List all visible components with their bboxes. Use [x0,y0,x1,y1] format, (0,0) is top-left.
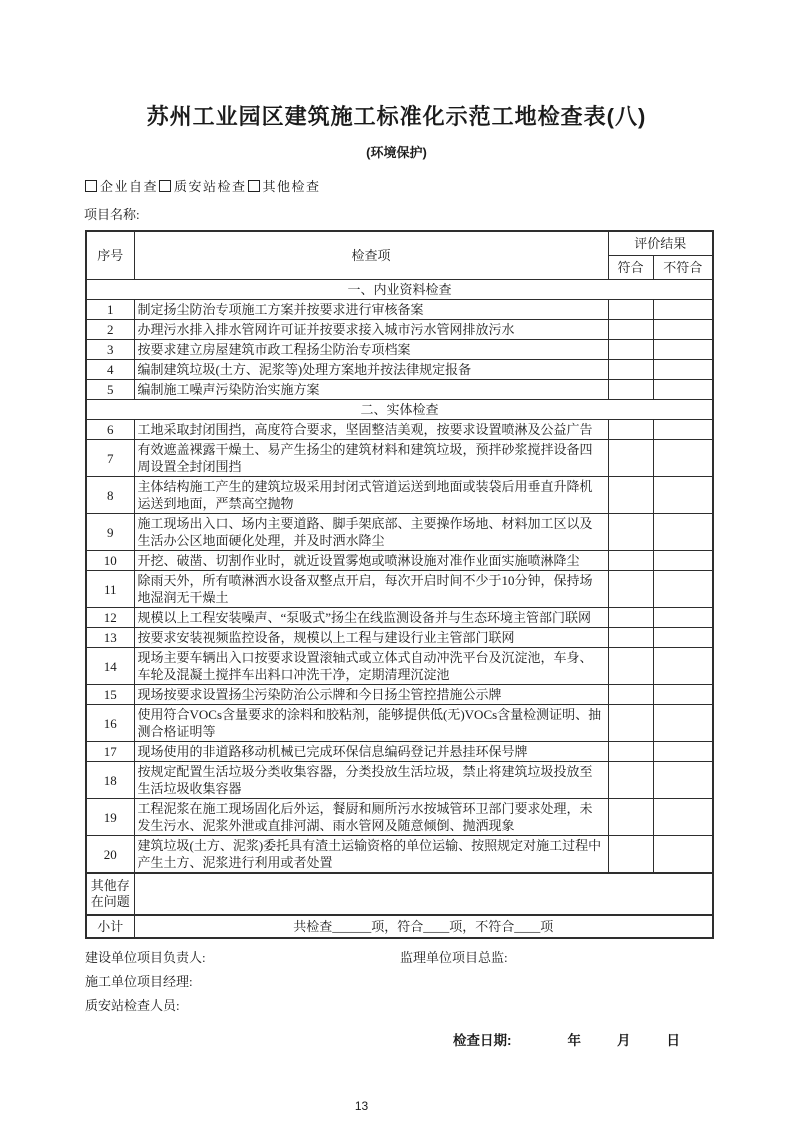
signature-line-2 [85,971,712,989]
other-issues-label: 其他存在问题 [86,873,134,915]
row-number: 7 [86,440,134,477]
pass-cell[interactable] [608,648,653,685]
inspection-table-body [86,280,713,939]
check-item-text: 现场按要求设置扬尘污染防治公示牌和今日扬尘管控措施公示牌 [134,685,608,705]
pass-cell[interactable] [608,608,653,628]
section-header-row [86,280,713,300]
year-label: 年 [567,1033,581,1048]
check-item-text: 编制施工噪声污染防治实施方案 [134,380,608,400]
fail-cell[interactable] [653,551,713,571]
check-item-text: 按规定配置生活垃圾分类收集容器，分类投放生活垃圾，禁止将建筑垃圾投放至生活垃圾收集容器 [134,762,608,799]
header-seq: 序号 [86,231,134,280]
fail-cell[interactable] [653,340,713,360]
section-header-label: 二、实体检查 [86,400,713,420]
check-type-options [85,176,793,195]
check-item-text: 开挖、破凿、切割作业时，就近设置雾炮或喷淋设施对准作业面实施喷淋降尘 [134,551,608,571]
check-option-other [248,179,321,194]
fail-cell[interactable] [653,440,713,477]
check-item-text: 现场主要车辆出入口按要求设置滚轴式或立体式自动冲洗平台及沉淀池，车身、车轮及混凝土搅拌车出料口冲洗干净，定期清理沉淀池 [134,648,608,685]
other-issues-field[interactable] [134,873,713,915]
table-header-row-1 [86,231,713,256]
table-row [86,320,713,340]
pass-cell[interactable] [608,420,653,440]
row-number: 11 [86,571,134,608]
check-option-label: 质安站检查 [174,179,247,194]
pass-cell[interactable] [608,836,653,874]
fail-cell[interactable] [653,300,713,320]
header-fail: 不符合 [653,256,713,280]
pass-cell[interactable] [608,320,653,340]
section-header-row [86,400,713,420]
page-subtitle: (环境保护) [366,145,427,160]
section-header-label: 一、内业资料检查 [86,280,713,300]
row-number: 4 [86,360,134,380]
pass-cell[interactable] [608,762,653,799]
table-row [86,300,713,320]
table-row [86,705,713,742]
row-number: 14 [86,648,134,685]
pass-cell[interactable] [608,477,653,514]
row-number: 17 [86,742,134,762]
fail-cell[interactable] [653,628,713,648]
table-row [86,628,713,648]
fail-cell[interactable] [653,608,713,628]
check-item-text: 有效遮盖裸露干燥土、易产生扬尘的建筑材料和建筑垃圾，预拌砂浆搅拌设备四周设置全封闭围挡 [134,440,608,477]
checkbox-icon[interactable] [248,180,260,192]
check-item-text: 规模以上工程安装噪声、“泵吸式”扬尘在线监测设备并与生态环境主管部门联网 [134,608,608,628]
fail-cell[interactable] [653,705,713,742]
row-number: 20 [86,836,134,874]
table-row [86,551,713,571]
row-number: 18 [86,762,134,799]
inspection-table [85,230,714,939]
signature-footer [85,947,712,1049]
row-number: 19 [86,799,134,836]
pass-cell[interactable] [608,742,653,762]
fail-cell[interactable] [653,762,713,799]
row-number: 15 [86,685,134,705]
table-row [86,340,713,360]
fail-cell[interactable] [653,836,713,874]
row-number: 10 [86,551,134,571]
pass-cell[interactable] [608,514,653,551]
fail-cell[interactable] [653,514,713,551]
table-row [86,380,713,400]
row-number: 12 [86,608,134,628]
pass-cell[interactable] [608,628,653,648]
table-row [86,571,713,608]
fail-cell[interactable] [653,477,713,514]
builder-signature-label: 建设单位项目负责人: [85,950,206,965]
pass-cell[interactable] [608,551,653,571]
pass-cell[interactable] [608,440,653,477]
subtotal-label: 小计 [86,915,134,938]
fail-cell[interactable] [653,571,713,608]
check-item-text: 工程泥浆在施工现场固化后外运，餐厨和厕所污水按城管环卫部门要求处理，未发生污水、泥浆外泄或直排河湖、雨水管网及随意倾倒、抛洒现象 [134,799,608,836]
header-result: 评价结果 [608,231,713,256]
month-label: 月 [617,1033,631,1048]
check-item-text: 工地采取封闭围挡，高度符合要求，坚固整洁美观，按要求设置喷淋及公益广告 [134,420,608,440]
fail-cell[interactable] [653,420,713,440]
page-number: 13 [354,1099,369,1113]
check-item-text: 施工现场出入口、场内主要道路、脚手架底部、主要操作场地、材料加工区以及生活办公区地面硬化处理，并及时洒水降尘 [134,514,608,551]
table-row [86,836,713,874]
day-label: 日 [666,1033,680,1048]
check-item-text: 办理污水排入排水管网许可证并按要求接入城市污水管网排放污水 [134,320,608,340]
header-pass: 符合 [608,256,653,280]
inspection-date-line [85,1029,712,1049]
inspector-signature-label: 质安站检查人员: [85,998,180,1013]
row-number: 2 [86,320,134,340]
fail-cell[interactable] [653,799,713,836]
table-row [86,762,713,799]
row-number: 1 [86,300,134,320]
pass-cell[interactable] [608,685,653,705]
table-row [86,360,713,380]
header-item: 检查项 [134,231,608,280]
table-row [86,420,713,440]
other-issues-row [86,873,713,915]
check-option-enterprise [85,179,158,194]
date-label: 检查日期: [453,1033,512,1048]
check-item-text: 使用符合VOCs含量要求的涂料和胶粘剂，能够提供低(无)VOCs含量检测证明、抽测合格证明等 [134,705,608,742]
check-item-text: 除雨天外，所有喷淋洒水设备双整点开启，每次开启时间不少于10分钟，保持场地湿润无干燥土 [134,571,608,608]
pass-cell[interactable] [608,705,653,742]
subtotal-summary-text: 共检查______项，符合____项，不符合____项 [134,915,713,938]
check-item-text: 现场使用的非道路移动机械已完成环保信息编码登记并悬挂环保号牌 [134,742,608,762]
check-option-label: 企业自查 [100,179,159,194]
fail-cell[interactable] [653,380,713,400]
fail-cell[interactable] [653,648,713,685]
supervisor-signature-label: 监理单位项目总监: [400,950,508,965]
check-item-text: 按要求安装视频监控设备，规模以上工程与建设行业主管部门联网 [134,628,608,648]
fail-cell[interactable] [653,320,713,340]
check-item-text: 建筑垃圾(土方、泥浆)委托具有渣土运输资格的单位运输、按照规定对施工过程中产生土方、泥浆进行利用或者处置 [134,836,608,874]
page-title: 苏州工业园区建筑施工标准化示范工地检查表(八) [146,104,647,129]
contractor-signature-label: 施工单位项目经理: [85,974,193,989]
row-number: 16 [86,705,134,742]
table-row [86,477,713,514]
table-row [86,514,713,551]
checkbox-icon[interactable] [85,180,97,192]
row-number: 6 [86,420,134,440]
fail-cell[interactable] [653,685,713,705]
signature-line-1 [85,947,712,965]
pass-cell[interactable] [608,799,653,836]
fail-cell[interactable] [653,360,713,380]
subtotal-row [86,915,713,938]
signature-line-3 [85,995,712,1013]
pass-cell[interactable] [608,380,653,400]
pass-cell[interactable] [608,300,653,320]
table-row [86,685,713,705]
check-option-label: 其他检查 [262,179,321,194]
table-row [86,440,713,477]
row-number: 13 [86,628,134,648]
pass-cell[interactable] [608,360,653,380]
check-item-text: 主体结构施工产生的建筑垃圾采用封闭式管道运送到地面或装袋后用垂直升降机运送到地面，严禁高空抛物 [134,477,608,514]
table-row [86,608,713,628]
pass-cell[interactable] [608,571,653,608]
row-number: 3 [86,340,134,360]
checkbox-icon[interactable] [159,180,171,192]
row-number: 8 [86,477,134,514]
table-row [86,742,713,762]
check-item-text: 制定扬尘防治专项施工方案并按要求进行审核备案 [134,300,608,320]
check-item-text: 按要求建立房屋建筑市政工程扬尘防治专项档案 [134,340,608,360]
check-option-station [159,179,247,194]
fail-cell[interactable] [653,742,713,762]
check-item-text: 编制建筑垃圾(土方、泥浆等)处理方案地并按法律规定报备 [134,360,608,380]
project-name-label: 项目名称: [84,207,140,222]
table-row [86,648,713,685]
row-number: 5 [86,380,134,400]
pass-cell[interactable] [608,340,653,360]
table-row [86,799,713,836]
row-number: 9 [86,514,134,551]
